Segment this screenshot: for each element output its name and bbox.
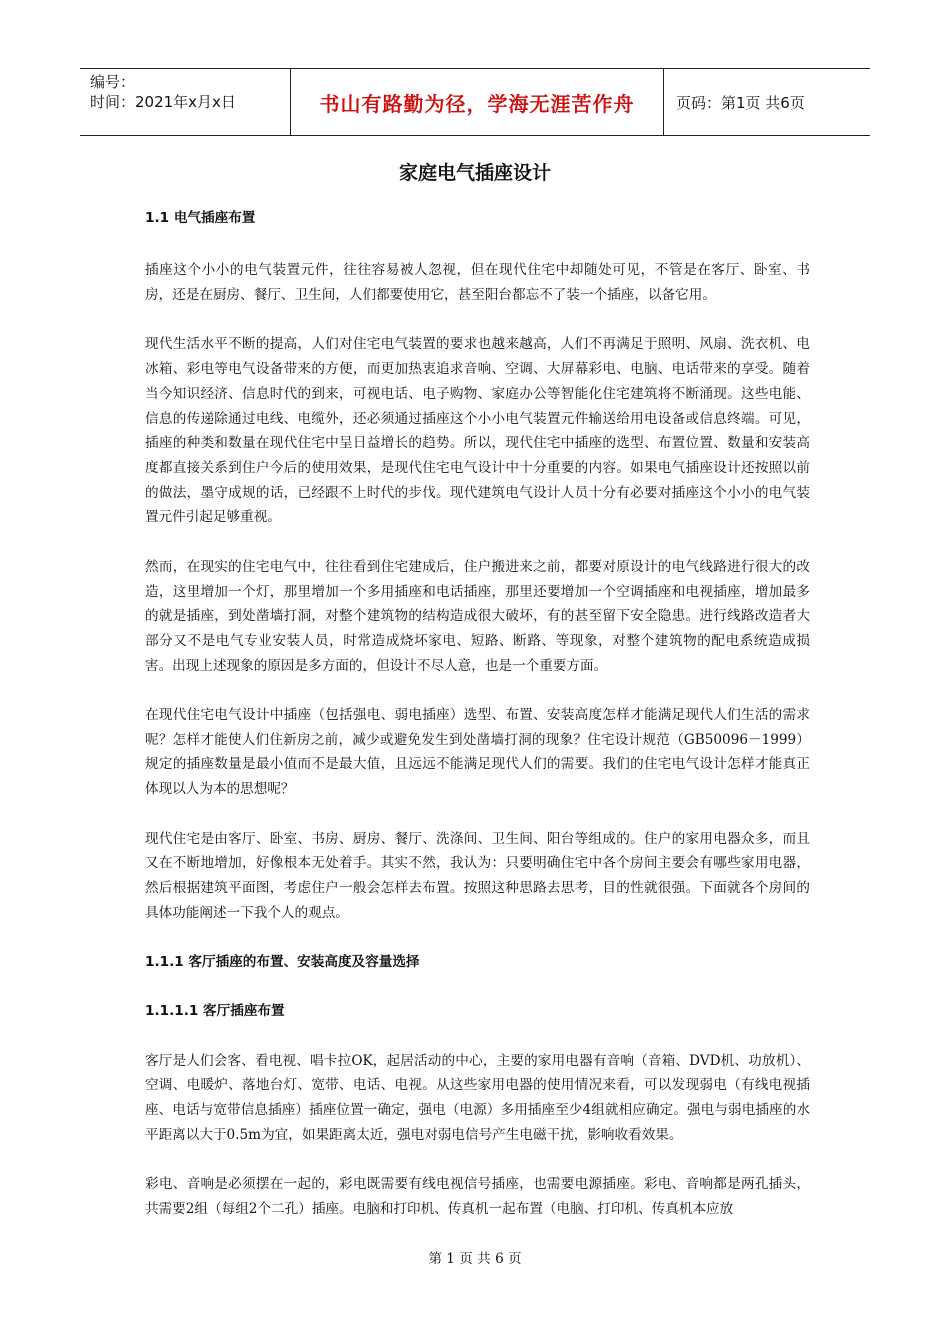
document-body [145, 206, 810, 1222]
paragraph: 现代住宅是由客厅、卧室、书房、厨房、餐厅、洗涤间、卫生间、阳台等组成的。住户的家用电器众多，而且又在不断地增加，好像根本无处着手。其实不然，我认为：只要明确住宅中各个房间主要会有哪些家用电器，然后根据建筑平面图，考虑住户一般会怎样去布置。按照这种思路去思考，目的性就很强。下面就各个房间的具体功能阐述一下我个人的观点。 [145, 830, 810, 921]
header-page-info: 页码：第1页 共6页 [664, 69, 871, 136]
paragraph: 客厅是人们会客、看电视、唱卡拉OK，起居活动的中心，主要的家用电器有音响（音箱、DVD机、功放机）、空调、电暖炉、落地台灯、宽带、电话、电视。从这些家用电器的使用情况来看，可以发现弱电（有线电视插座、电话与宽带信息插座）插座位置一确定，强电（电源）多用插座至少4组就相应确定。强电与弱电插座的水平距离以大于0.5m为宜，如果距离太近，强电对弱电信号产生电磁干扰，影响收看效果。 [145, 1052, 810, 1143]
page-footer: 第 1 页 共 6 页 [428, 1251, 522, 1267]
paragraph: 在现代住宅电气设计中插座（包括强电、弱电插座）选型、布置、安装高度怎样才能满足现代人们生活的需求呢？怎样才能使人们住新房之前，减少或避免发生到处凿墙打洞的现象？住宅设计规范（GB50096－1999）规定的插座数量是最小值而不是最大值，且远远不能满足现代人们的需要。我们的住宅电气设计怎样才能真正体现以人为本的思想呢？ [145, 707, 810, 798]
header-motto: 书山有路勤为径，学海无涯苦作舟 [291, 69, 664, 136]
document-header [80, 68, 870, 136]
section-heading-1-1-1-1: 1.1.1.1 客厅插座布置 [145, 1003, 285, 1020]
document-number-label: 编号： [90, 73, 136, 91]
paragraph: 彩电、音响是必须摆在一起的，彩电既需要有线电视信号插座，也需要电源插座。彩电、音响都是两孔插头，共需要2组（每组2个二孔）插座。电脑和打印机、传真机一起布置（电脑、打印机、传真机本应放 [145, 1176, 810, 1217]
document-title: 家庭电气插座设计 [398, 162, 551, 184]
document-time-label: 时间：2021年x月x日 [90, 93, 236, 111]
section-heading-1-1: 1.1 电气插座布置 [145, 210, 256, 226]
paragraph: 现代生活水平不断的提高，人们对住宅电气装置的要求也越来越高，人们不再满足于照明、风扇、洗衣机、电冰箱、彩电等电气设备带来的方便，而更加热衷追求音响、空调、大屏幕彩电、电脑、电话带来的享受。随着当今知识经济、信息时代的到来，可视电话、电子购物、家庭办公等智能化住宅建筑将不断涌现。这些电能、信息的传递除通过电线、电缆外，还必须通过插座这个小小电气装置元件输送给用电设备或信息终端。可见，插座的种类和数量在现代住宅中呈日益增长的趋势。所以，现代住宅中插座的选型、布置位置、数量和安装高度都直接关系到住户今后的使用效果，是现代住宅电气设计中十分重要的内容。如果电气插座设计还按照以前的做法，墨守成规的话，已经跟不上时代的步伐。现代建筑电气设计人员十分有必要对插座这个小小的电气装置元件引起足够重视。 [145, 336, 810, 526]
section-heading-1-1-1: 1.1.1 客厅插座的布置、安装高度及容量选择 [145, 954, 420, 970]
paragraph: 然而，在现实的住宅电气中，往往看到住宅建成后，住户搬进来之前，都要对原设计的电气线路进行很大的改造，这里增加一个灯，那里增加一个多用插座和电话插座，那里还要增加一个空调插座和电视插座，增加最多的就是插座，到处凿墙打洞，对整个建筑物的结构造成很大破坏，有的甚至留下安全隐患。进行线路改造者大部分又不是电气专业安装人员，时常造成烧坏家电、短路、断路、等现象，对整个建筑物的配电系统造成损害。出现上述现象的原因是多方面的，但设计不尽人意，也是一个重要方面。 [145, 558, 810, 674]
header-meta-cell [80, 69, 291, 136]
paragraph: 插座这个小小的电气装置元件，往往容易被人忽视，但在现代住宅中却随处可见，不管是在客厅、卧室、书房，还是在厨房、餐厅、卫生间，人们都要使用它，甚至阳台都忘不了装一个插座，以备它用。 [145, 262, 810, 304]
